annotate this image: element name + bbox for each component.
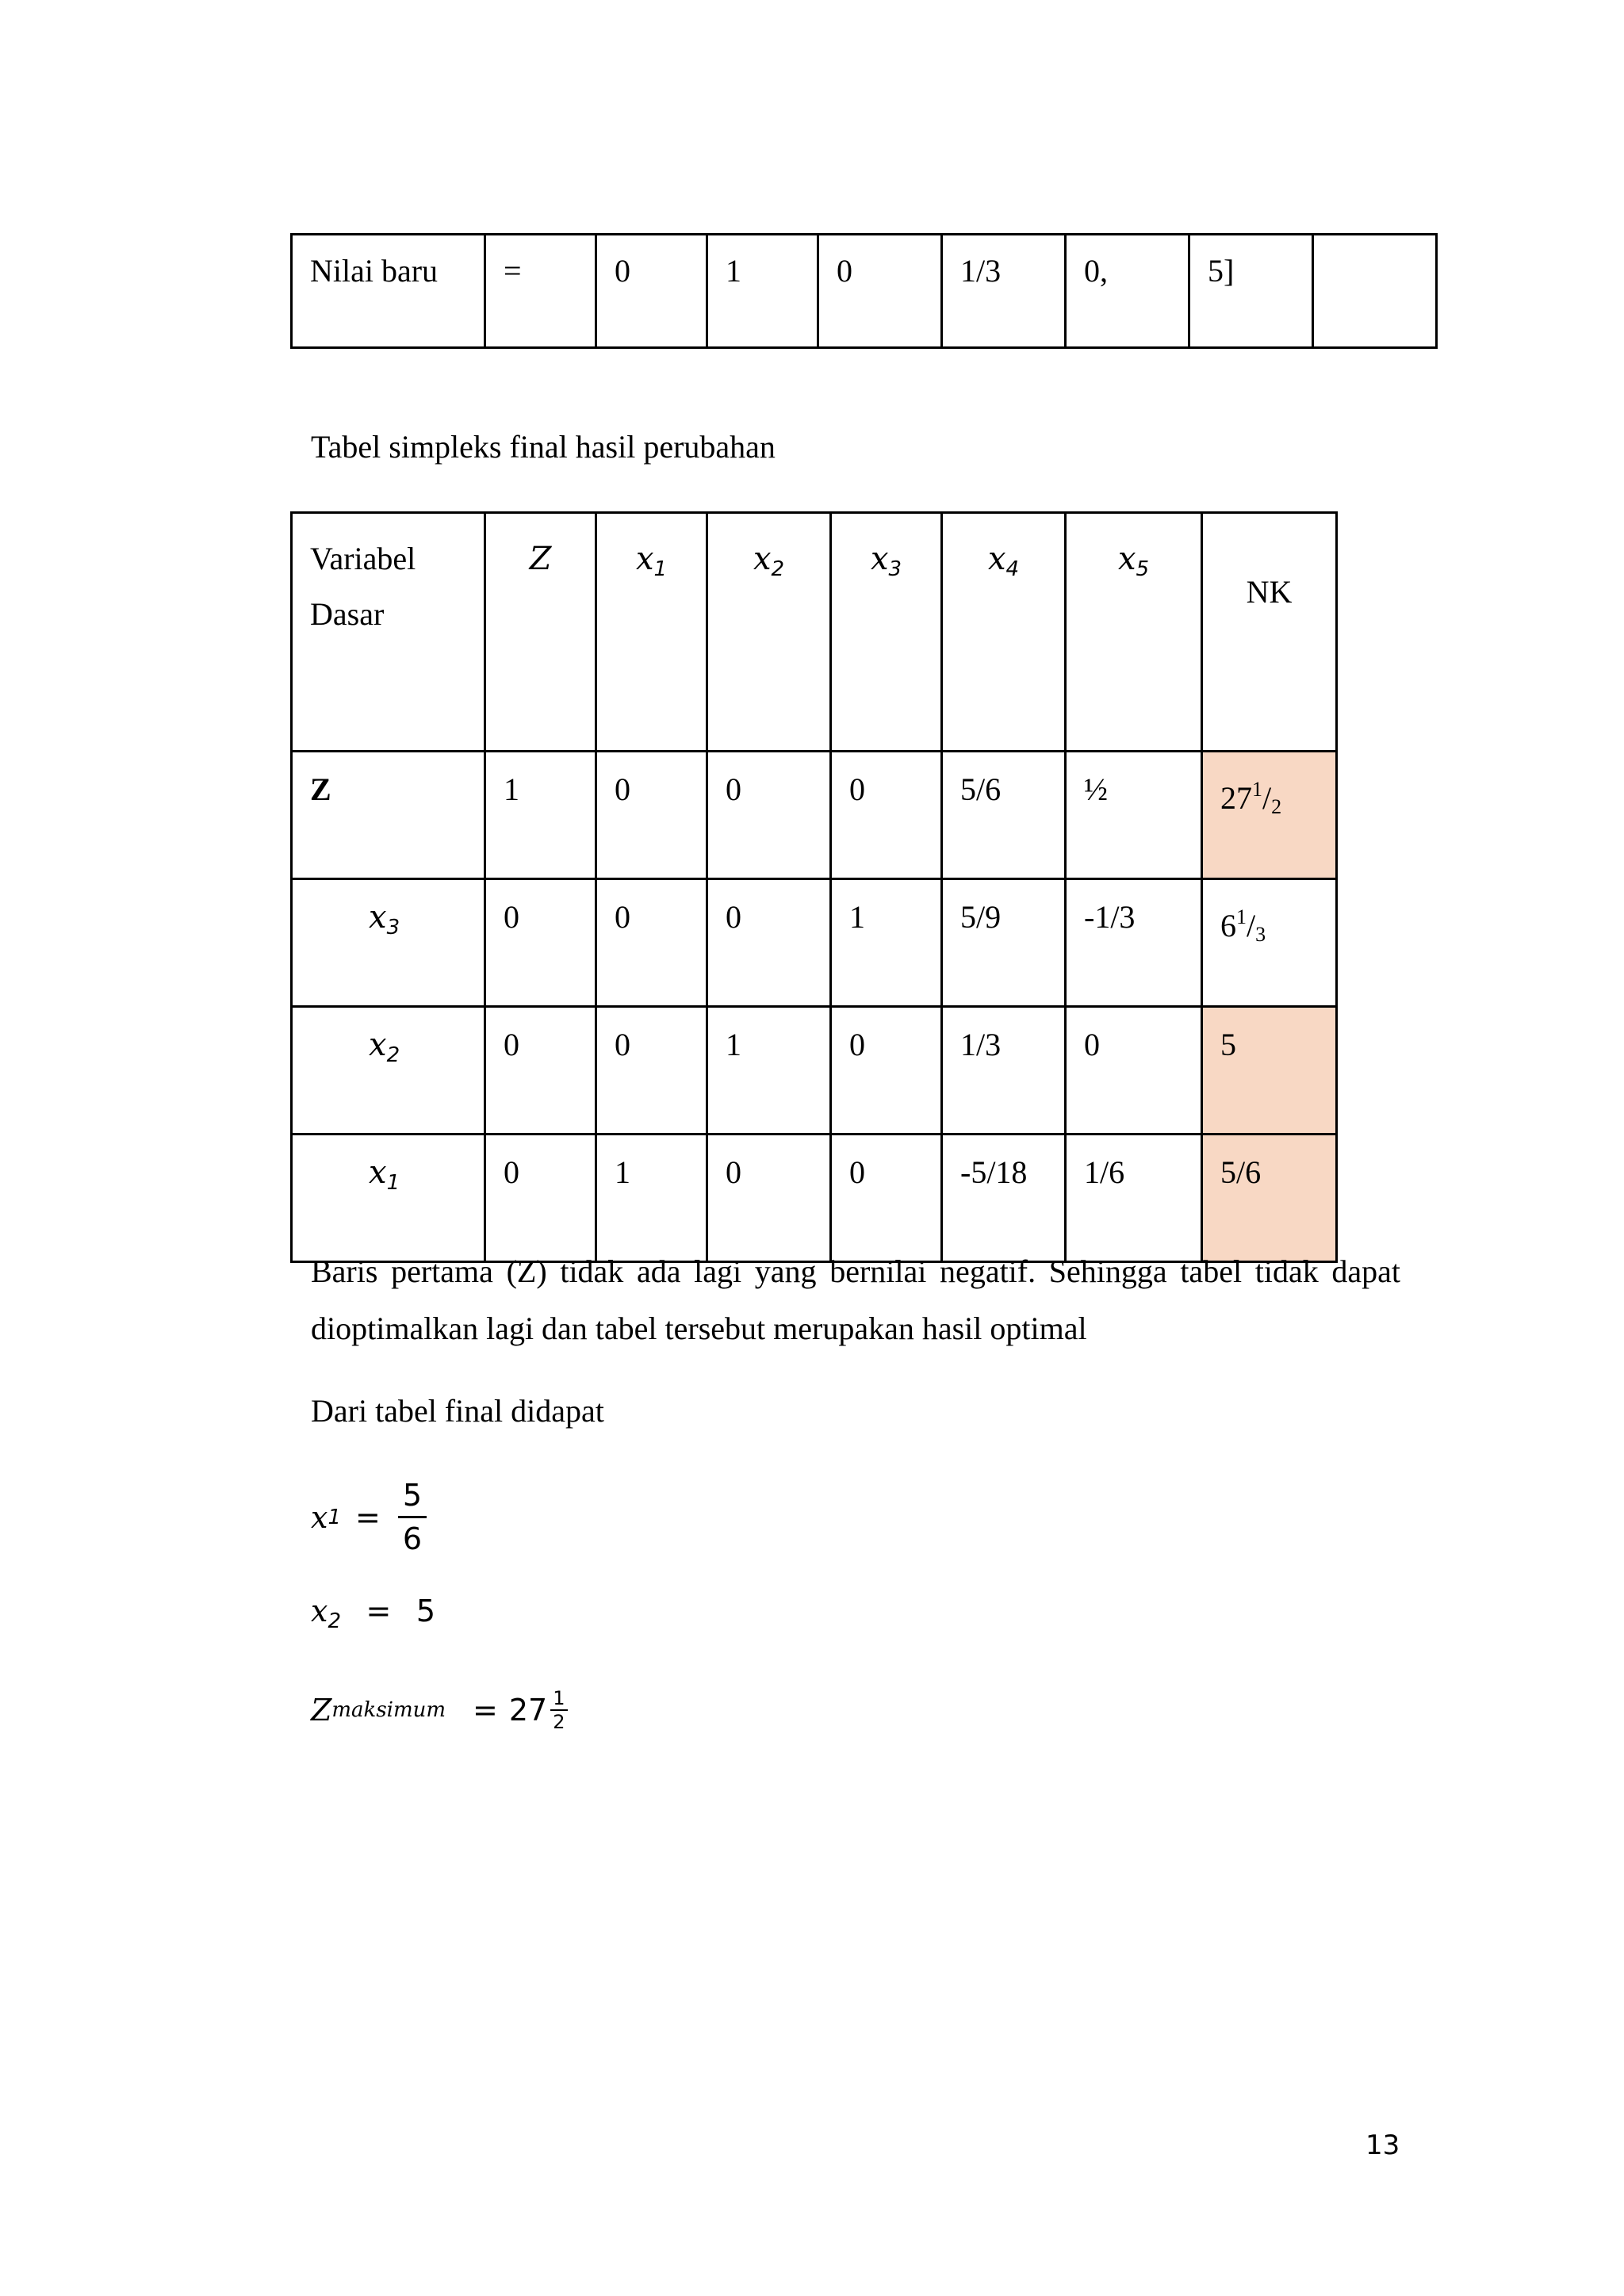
eq-var: Z [311,1693,332,1728]
table-cell: 0 [831,752,942,879]
equation-x2 [311,1594,435,1633]
eq-whole: 27 [508,1693,548,1728]
table-cell: 0 [596,1007,707,1135]
table-cell: -1/3 [1066,879,1202,1007]
simplex-final-table [290,511,1338,1263]
header-x-var: x [635,541,654,577]
table-cell: 0 [831,1135,942,1262]
eq-sign: = [354,1499,381,1535]
table-cell: 1/6 [1066,1135,1202,1262]
eq-var-sub: maksimum [331,1698,446,1722]
eq-sign: = [366,1594,392,1628]
header-z-label: Z [529,541,552,577]
nilai-baru-table [290,233,1438,349]
table-row [292,1007,1337,1135]
header-row [292,513,1337,752]
table-row [292,752,1337,879]
table-row [292,235,1437,348]
table-cell: 0, [1066,235,1189,348]
table-cell: 0 [485,879,596,1007]
result-intro: Dari tabel final didapat [311,1393,604,1429]
table-row [292,879,1337,1007]
fraction-numerator: 5 [398,1475,427,1518]
eq-value: 5 [416,1594,436,1628]
table-cell: 5/6 [942,752,1066,879]
table-cell: 1 [707,1007,831,1135]
eq-var-sub: 2 [327,1609,341,1633]
table-cell: = [485,235,596,348]
eq-var-sub: 1 [327,1505,341,1529]
header-x-var: x [753,541,772,577]
nk-numerator: 1 [1236,905,1247,928]
eq-var: x [311,1594,328,1628]
table-cell: 0 [818,235,942,348]
nk-whole: 27 [1220,780,1252,816]
table-cell: 1/3 [942,1007,1066,1135]
header-x4 [942,513,1066,752]
table-cell: 5/9 [942,879,1066,1007]
nk-denominator: 2 [1271,795,1282,818]
header-basis-line1: Variabel [310,541,416,576]
row-var: x [369,1154,387,1191]
table-cell: 0 [707,752,831,879]
table-caption: Tabel simpleks final hasil perubahan [311,429,776,465]
row-var: x [369,899,387,936]
nk-whole: 6 [1220,908,1236,943]
table-cell: 1/3 [942,235,1066,348]
table-cell: 0 [596,879,707,1007]
equation-x1 [311,1475,427,1559]
nk-denominator: 3 [1255,923,1266,946]
row-var: x [369,1027,387,1063]
table-cell: 1 [596,1135,707,1262]
row-var-sub: 1 [386,1171,400,1195]
header-x5 [1066,513,1202,752]
header-nk: NK [1202,513,1337,752]
table-cell: 0 [707,1135,831,1262]
table-cell: 0 [485,1135,596,1262]
header-x-var: x [870,541,889,577]
header-x-sub: 5 [1136,557,1150,581]
header-x3 [831,513,942,752]
header-basis [292,513,485,752]
header-basis-line2: Dasar [310,596,385,632]
equation-z-max [311,1687,568,1733]
fraction [550,1687,567,1733]
table-cell: 0 [485,1007,596,1135]
table-cell: ½ [1066,752,1202,879]
table-cell: 0 [596,752,707,879]
table-cell: 1 [707,235,818,348]
header-x-sub: 4 [1005,557,1020,581]
table-cell: 5] [1189,235,1313,348]
table-cell: -5/18 [942,1135,1066,1262]
header-x-sub: 3 [888,557,902,581]
header-x-sub: 1 [653,557,668,581]
conclusion-paragraph: Baris pertama (Z) tidak ada lagi yang bernilai negatif. Sehingga tabel tidak dapat dioptimalkan lagi dan tabel tersebut merupakan hasil optimal [311,1253,1400,1346]
table-cell [1313,235,1437,348]
fraction-denominator: 6 [402,1521,423,1556]
fraction-numerator: 1 [550,1687,567,1711]
header-x-var: x [987,541,1006,577]
row-label-x2 [292,1007,485,1135]
header-x-sub: 2 [771,557,785,581]
table-cell: 1 [485,752,596,879]
nk-numerator: 1 [1252,778,1262,801]
header-x1 [596,513,707,752]
header-x-var: x [1117,541,1136,577]
row-label-x3 [292,879,485,1007]
header-x2 [707,513,831,752]
nk-cell: $6^1/3$ [1202,879,1337,1007]
fraction-denominator: 2 [553,1711,565,1733]
eq-sign: = [473,1693,498,1728]
table-cell: 1 [831,879,942,1007]
eq-var: x [311,1499,328,1535]
row-var-sub: 2 [386,1043,400,1067]
row-label-z: Z [292,752,485,879]
nk-cell-highlighted: $27^1/2$ [1202,752,1337,879]
header-z [485,513,596,752]
row-var-sub: 3 [386,916,400,939]
nk-cell-highlighted: 5 [1202,1007,1337,1135]
page-number: 13 [1365,2130,1400,2161]
table-cell: 0 [707,879,831,1007]
table-cell: 0 [831,1007,942,1135]
nk-cell-highlighted: 5/6 [1202,1135,1337,1262]
table-cell: 0 [1066,1007,1202,1135]
fraction [398,1475,427,1559]
table-cell: 0 [596,235,707,348]
row-label: Nilai baru [292,235,485,348]
